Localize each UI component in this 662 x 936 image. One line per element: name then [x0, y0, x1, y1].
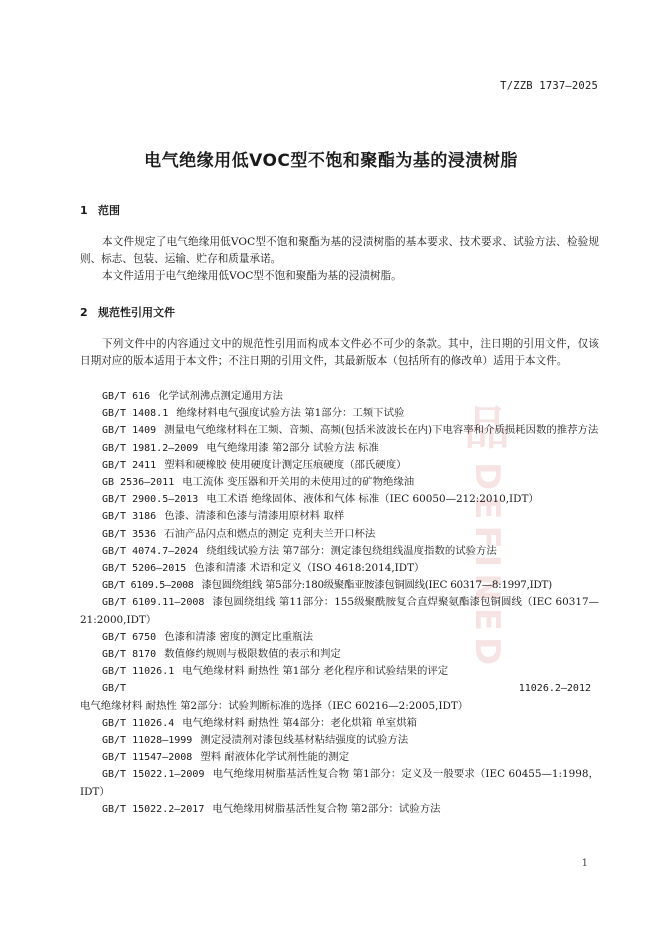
section-title: 范围: [98, 204, 120, 217]
reference-title: 测定浸渍剂对漆包线基材粘结强度的试验方法: [200, 734, 409, 747]
reference-item: [80, 543, 599, 560]
reference-item: [80, 388, 599, 405]
reference-code: GB/T 11026.4: [102, 717, 175, 729]
reference-item: [80, 422, 599, 439]
reference-item: [80, 457, 599, 474]
reference-title: 塑料和硬橡胶 使用硬度计测定压痕硬度（邵氏硬度）: [164, 458, 407, 471]
reference-item: [80, 680, 599, 714]
reference-code: GB/T 11026.2—2012: [102, 683, 591, 695]
reference-code: GB/T 616: [102, 391, 151, 402]
reference-title: 石油产品闪点和燃点的测定 克利夫兰开口杯法: [164, 527, 376, 540]
reference-item: [80, 577, 599, 594]
reference-title: 色漆和清漆 密度的测定比重瓶法: [164, 630, 313, 643]
paragraph-references-intro: 下列文件中的内容通过文中的规范性引用而构成本文件必不可少的条款。其中，注日期的引用文件，仅该日期对应的版本适用于本文件；不注日期的引用文件，其最新版本（包括所有的修改单）适用于本文件。: [80, 338, 599, 367]
reference-title: 测量电气绝缘材料在工频、音频、高频(包括米波波长在内)下电容率和介质损耗因数的推荐方法: [164, 424, 599, 437]
document-title: 电气绝缘用低VOC型不饱和聚酯为基的浸渍树脂: [144, 151, 518, 171]
reference-item: [80, 732, 599, 749]
reference-list: [80, 388, 599, 818]
standard-code: T/ZZB 1737—2025: [500, 80, 598, 92]
reference-title: 电气绝缘用漆 第2部分 试验方法 标准: [206, 441, 379, 454]
reference-code: GB/T 11028—1999: [102, 735, 193, 747]
reference-item: [80, 526, 599, 543]
section-heading-scope: [80, 202, 120, 218]
reference-item: [80, 749, 599, 766]
paragraph-scope-2: 本文件适用于电气绝缘用低VOC型不饱和聚酯为基的浸渍树脂。: [102, 270, 402, 282]
page-number: 1: [581, 858, 588, 869]
section-title: 规范性引用文件: [98, 306, 175, 319]
reference-code: GB/T 6109.5—2008: [102, 580, 194, 592]
reference-title: 电气绝缘材料 耐热性 第4部分：老化烘箱 单室烘箱: [182, 716, 417, 729]
reference-item: [80, 801, 599, 818]
reference-code: GB/T 6109.11—2008: [102, 597, 205, 609]
reference-item: [80, 663, 599, 680]
section-heading-normative-references: [80, 304, 175, 320]
section-number: 2: [80, 306, 88, 319]
reference-title: 色漆、清漆和色漆与清漆用原材料 取样: [164, 510, 345, 523]
reference-item: [80, 629, 599, 646]
reference-title: 电气绝缘材料 耐热性 第2部分：试验判断标准的选择（IEC 60216—2:2005,IDT）: [80, 699, 469, 712]
reference-item: [80, 646, 599, 663]
paragraph-scope-1: 本文件规定了电气绝缘用低VOC型不饱和聚酯为基的浸渍树脂的基本要求、技术要求、试验方法、检验规则、标志、包装、运输、贮存和质量承诺。: [80, 236, 599, 265]
reference-code: GB/T 8170: [102, 649, 157, 661]
reference-code: GB/T 11026.1: [102, 666, 175, 678]
reference-code: GB 2536—2011: [102, 477, 175, 489]
section-number: 1: [80, 204, 88, 217]
reference-code: GB/T 6750: [102, 631, 157, 643]
reference-code: GB/T 15022.2—2017: [102, 803, 205, 815]
reference-item: [80, 715, 599, 732]
reference-code: GB/T 4074.7—2024: [102, 545, 199, 557]
reference-title: 电工流体 变压器和开关用的未使用过的矿物绝缘油: [182, 476, 415, 489]
reference-code: GB/T 3536: [102, 528, 157, 540]
reference-code: GB/T 2900.5—2013: [102, 494, 199, 506]
reference-code: GB/T 5206—2015: [102, 563, 187, 575]
reference-code: GB/T 11547—2008: [102, 752, 193, 764]
reference-title: 电气绝缘用树脂基活性复合物 第1部分：定义及一般要求（IEC 60455—1:1998，IDT）: [80, 768, 599, 798]
reference-title: 漆包圆绕组线 第5部分:180级聚酯亚胺漆包铜圆线(IEC 60317—8:1997,IDT): [201, 579, 552, 592]
reference-title: 化学试剂沸点测定通用方法: [158, 390, 283, 402]
reference-item: [80, 508, 599, 525]
reference-code: GB/T 1981.2—2009: [102, 442, 199, 454]
reference-title: 电气绝缘用树脂基活性复合物 第2部分：试验方法: [212, 802, 441, 815]
reference-title: 绕组线试验方法 第7部分：测定漆包绕组线温度指数的试验方法: [206, 544, 497, 557]
watermark-glyph: 品: [464, 401, 510, 455]
reference-item: [80, 491, 599, 508]
reference-item: [80, 594, 599, 628]
reference-title: 电工术语 绝缘固体、液体和气体 标准（IEC 60050—212:2010,IDT）: [206, 493, 539, 506]
reference-title: 数值修约规则与极限数值的表示和判定: [164, 648, 341, 661]
reference-code: GB/T 3186: [102, 511, 157, 523]
reference-title: 塑料 耐液体化学试剂性能的测定: [200, 751, 350, 764]
reference-item: [80, 474, 599, 491]
reference-title: 色漆和清漆 术语和定义（ISO 4618:2014,IDT）: [194, 562, 425, 575]
watermark-text: DEFINED: [467, 462, 507, 672]
reference-title: 电气绝缘材料 耐热性 第1部分 老化程序和试验结果的评定: [182, 665, 449, 678]
reference-title: 绝缘材料电气强度试验方法 第1部分：工频下试验: [176, 407, 405, 420]
reference-item: [80, 405, 599, 422]
reference-code: GB/T 15022.1—2009: [102, 769, 205, 781]
reference-item: [80, 766, 599, 800]
reference-code: GB/T 1408.1: [102, 408, 169, 420]
reference-item: [80, 560, 599, 577]
reference-code: GB/T 2411: [102, 459, 157, 471]
reference-code: GB/T 1409: [102, 425, 157, 437]
reference-item: [80, 440, 599, 457]
reference-title: 漆包圆绕组线 第11部分：155级聚酰胺复合直焊聚氨酯漆包铜圆线（IEC 60317—21:2000,IDT）: [80, 596, 599, 626]
